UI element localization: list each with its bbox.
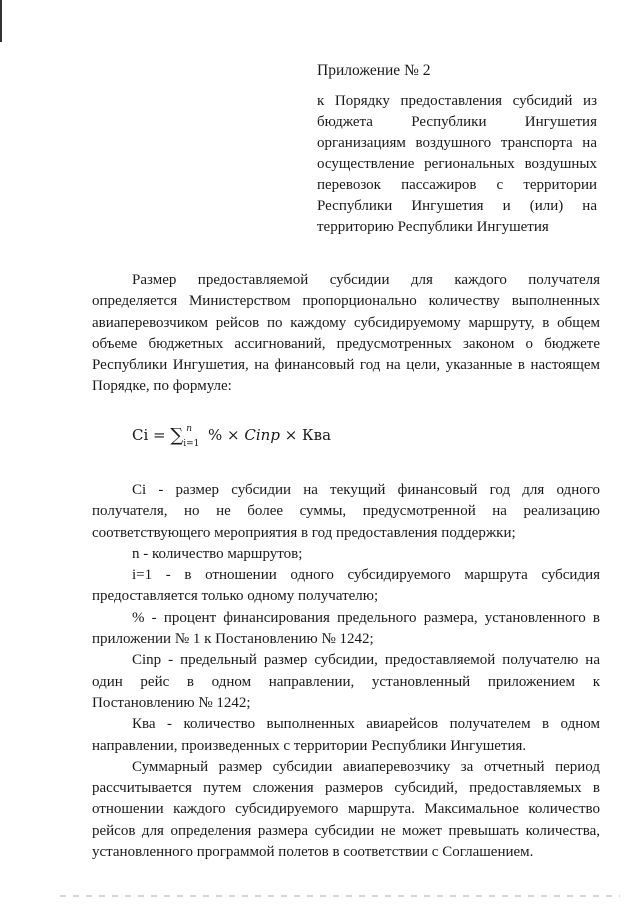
- sum-upper-limit: n: [186, 424, 193, 434]
- intro-paragraph: Размер предоставляемой субсидии для каждого получателя определяется Министерством пропорционально количеству выполненных авиаперевозчиком рейсов по каждому субсидируемому маршруту, в общем объеме бюджетных ассигнований, предусмотренных законом о бюджете Республики Ингушетия, на финансовый год на цели, указанные в настоящем Порядке, по формуле:: [92, 272, 600, 395]
- definition-i: i=1 - в отношении одного субсидируемого маршрута субсидия предоставляется только одному получателю;: [92, 567, 600, 605]
- formula-term-cinp: Cinp: [244, 426, 280, 444]
- formula-term-kva: × Ква: [279, 426, 332, 444]
- sum-lower-limit: i=1: [183, 439, 200, 449]
- definition-ci: Ci - размер субсидии на текущий финансовый год для одного получателя, но не более суммы, предусмотренной на реализацию соответствующего мероприятия в год предоставления поддержки;: [92, 482, 600, 541]
- subsidy-formula: [132, 424, 331, 447]
- formula-term-percent: % ×: [203, 426, 245, 444]
- appendix-subtitle: к Порядку предоставления субсидий из бюджета Республики Ингушетия организациям воздушного транспорта на осуществление региональных воздушных перевозок пассажиров с территории Республики Ингушетия и (или) на территорию Республики Ингушетия: [317, 93, 597, 235]
- sum-symbol: ∑: [170, 425, 184, 446]
- intro-block: [92, 270, 600, 398]
- formula-lhs: Ci =: [132, 426, 171, 444]
- definition-n: n - количество маршрутов;: [132, 545, 303, 562]
- appendix-title: Приложение № 2: [317, 62, 431, 79]
- definition-kva: Ква - количество выполненных авиарейсов получателем в одном направлении, произведенных с территории Республики Ингушетия.: [92, 716, 600, 754]
- definitions-block: [92, 480, 600, 863]
- scan-bottom-edge: [60, 895, 620, 897]
- definition-cinp: Cinp - предельный размер субсидии, предоставляемой получателю на один рейс в одном направлении, установленный приложением к Постановлению № 1242;: [92, 652, 600, 711]
- scan-left-edge: [0, 0, 2, 42]
- definition-percent: % - процент финансирования предельного размера, установленного в приложении № 1 к Постановлению № 1242;: [92, 609, 600, 648]
- summary-paragraph: Суммарный размер субсидии авиаперевозчику за отчетный период рассчитывается путем сложения размеров субсидий, предоставляемых в отношении каждого субсидируемого маршрута. Максимальное количество рейсов для определения размера субсидии не может превышать количества, установленного программой полетов в соответствии с Соглашением.: [92, 758, 600, 861]
- sum-limits: [183, 424, 203, 449]
